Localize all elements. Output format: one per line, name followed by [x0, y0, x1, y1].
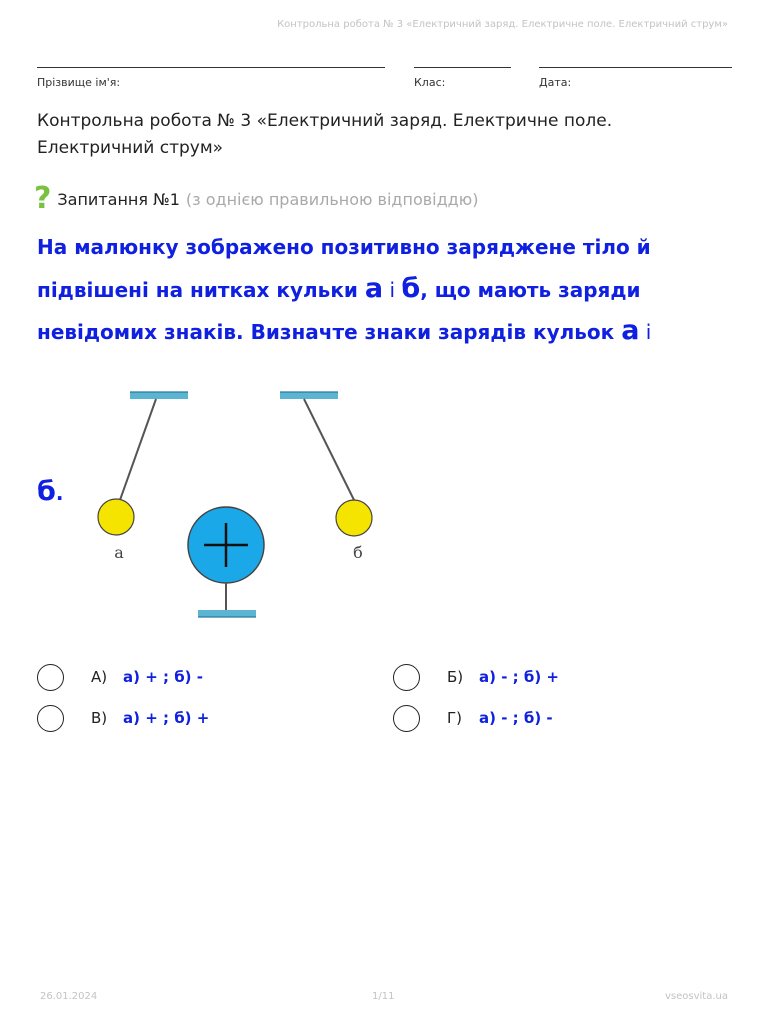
date-field-line[interactable]: [539, 67, 732, 68]
question-line-2-end: , що мають заряди: [420, 278, 641, 302]
thread-right: [304, 399, 354, 500]
ball-b-letter: б: [37, 476, 56, 507]
question-header: [34, 183, 478, 215]
question-line-1: На малюнку зображено позитивно заряджене тіло й: [37, 235, 651, 259]
class-field-label: Клас:: [414, 76, 446, 89]
date-field-label: Дата:: [539, 76, 572, 89]
option-a-letter: А): [91, 668, 108, 686]
question-line-2-start: підвішені на нитках кульки: [37, 278, 365, 302]
ceiling-mount-right: [280, 392, 338, 399]
question-mark-icon: ?: [34, 181, 52, 216]
question-number: Запитання №1: [57, 189, 180, 209]
option-a-radio[interactable]: [37, 664, 64, 691]
ball-b-letter: б: [401, 273, 421, 304]
question-line-3: [37, 310, 737, 352]
ball-b: [336, 500, 372, 536]
test-title: [37, 108, 727, 162]
test-title-line2: Електричний струм»: [37, 138, 224, 158]
option-b-radio[interactable]: [393, 664, 420, 691]
conjunction: і: [639, 320, 652, 344]
name-field-line[interactable]: [37, 67, 385, 68]
option-b[interactable]: [393, 663, 559, 691]
ball-a-letter: а: [364, 273, 384, 304]
class-field-line[interactable]: [414, 67, 511, 68]
footer-date: 26.01.2024: [40, 991, 98, 1002]
question-line-3-start: невідомих знаків. Визначте знаки зарядів кульок: [37, 320, 622, 344]
thread-left: [120, 399, 156, 500]
option-v[interactable]: [37, 704, 209, 732]
option-b-letter: Б): [447, 668, 464, 686]
option-a[interactable]: [37, 663, 203, 691]
footer-site: vseosvita.ua: [665, 991, 728, 1002]
test-title-line1: Контрольна робота № 3 «Електричний заряд. Електричне поле.: [37, 111, 613, 131]
question-hint: (з однією правильною відповіддю): [185, 189, 479, 209]
charged-bodies-figure: [92, 380, 392, 630]
label-a: а: [114, 543, 124, 562]
question-line-4: [37, 472, 63, 513]
option-g-radio[interactable]: [393, 705, 420, 732]
name-field-label: Прізвище ім'я:: [37, 76, 121, 89]
footer-page-number: 1/11: [372, 991, 395, 1002]
option-v-letter: В): [91, 709, 108, 727]
header-title: Контрольна робота № 3 «Електричний заряд. Електричне поле. Електричний струм»: [277, 19, 728, 30]
ceiling-mount-left: [130, 392, 188, 399]
option-g-letter: Г): [447, 709, 462, 727]
option-v-radio[interactable]: [37, 705, 64, 732]
label-b: б: [353, 543, 363, 562]
question-text: [37, 226, 737, 352]
option-g-text: а) - ; б) -: [479, 709, 553, 727]
ball-a: [98, 499, 134, 535]
question-end-dot: .: [55, 481, 64, 505]
positive-body: [188, 507, 264, 583]
conjunction: і: [383, 278, 402, 302]
option-g[interactable]: [393, 704, 553, 732]
floor-mount: [198, 610, 256, 617]
option-a-text: а) + ; б) -: [123, 668, 203, 686]
ball-a-letter: а: [621, 315, 640, 346]
option-b-text: а) - ; б) +: [479, 668, 559, 686]
option-v-text: а) + ; б) +: [123, 709, 210, 727]
question-line-2: [37, 268, 737, 310]
